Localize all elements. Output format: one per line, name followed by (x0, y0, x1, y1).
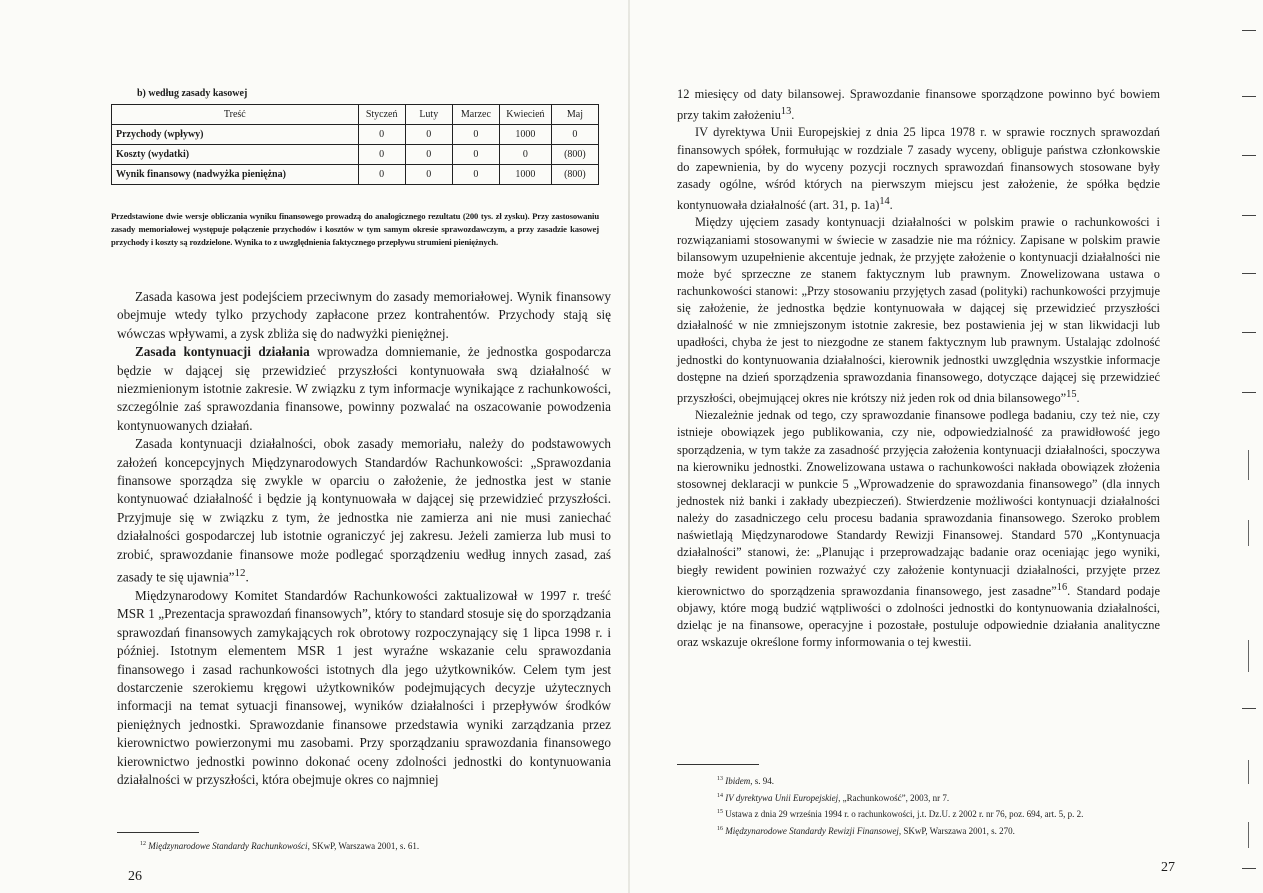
table-row (112, 125, 599, 145)
paragraph: Zasada kasowa jest podejściem przeciwnym do zasady memoriałowej. Wynik finansowy obejmuje wtedy tylko przychody zapłacone przez kontrahentów. Przychody stają się wówczas wpływami, a zysk zbliża się do nadwyżki pieniężnej. (117, 289, 611, 341)
left-body-text (117, 288, 611, 789)
paragraph (117, 343, 611, 435)
bold-term: Zasada kontynuacji działania (135, 344, 310, 360)
scan-mark (1242, 30, 1256, 31)
table-cell: 0 (358, 125, 405, 145)
left-page (0, 0, 630, 893)
table-cell: 0 (405, 125, 452, 145)
footnote (677, 772, 1160, 789)
footnote-ref: 16 (1056, 581, 1068, 593)
footnote-ref: 13 (780, 106, 792, 118)
scan-mark (1248, 822, 1249, 848)
table-cell: 0 (358, 145, 405, 165)
paragraph-text: Zasada kontynuacji działalności, obok zasady memoriału, należy do podstawowych założeń koncepcyjnych Międzynarodowych Standardów Rachunkowości: „Sprawozdania finansowe sporządza się zwykle w oparciu o założenie, że jednostka jest w stanie kontynuować działalność i będzie ją kontynuowała w dającej się przewidzieć przyszłości. Przyjmuje się w związku z tym, że jednostka nie zamierza ani nie musi zaniechać działalności gospodarczej lub istotnie ograniczyć jej zakresu. Jeżeli zamierza lub musi to zrobić, sprawozdanie finansowe może podlegać sporządzeniu według innych zasad, zaś zasady te się ujawnia” (117, 436, 611, 585)
paragraph-text: IV dyrektywa Unii Europejskiej z dnia 25 lipca 1978 r. w sprawie rocznych sprawozdań finansowych spółek, formułując w rozdziale 7 zasady wyceny, obliguje państwa członkowskie do zapewnienia, by do wyceny pozycji rocznych sprawozdań finansowych stosowane były zasady ogólne, wśród których na pierwszym miejscu jest założenie, że spółka będzie kontynuowała działalność (art. 31, p. 1a) (677, 125, 1160, 213)
footnote-text: , SKwP, Warszawa 2001, s. 61. (307, 841, 420, 851)
paragraph (677, 86, 1160, 124)
paragraph (677, 124, 1160, 214)
footnote-text: , „Rachunkowość”, 2003, nr 7. (838, 792, 950, 803)
table-cell: 0 (551, 125, 598, 145)
footnote-ref: 14 (879, 196, 890, 208)
right-body-text (677, 86, 1160, 652)
paragraph: Międzynarodowy Komitet Standardów Rachunkowości zaktualizował w 1997 r. treść MSR 1 „Prezentacja sprawozdań finansowych”, który to standard stosuje się do sporządzania sprawozdań finansowych zamykających rok obrotowy rozpoczynający się 1 lipca 1998 r. i później. Istotnym elementem MSR 1 jest wyraźne wskazanie celu sprawozdania finansowego i zasad rachunkowości istotnych dla jego użytkowników. Celem tym jest dostarczenie szerokiemu kręgowi użytkowników podejmujących decyzje użytecznych informacji na temat sytuacji finansowej, wyników działalności i przepływów środków pieniężnych jednostki. Sprawozdanie finansowe przedstawia wyniki zarządzania przez kierownictwo powierzonymi mu zasobami. Przy sporządzaniu sprawozdania finansowego kierownictwo jednostki powinno dokonać oceny zdolności jednostki do kontynuowania działalności w przyszłości, która obejmuje okres co najmniej (117, 587, 611, 787)
cash-basis-table (111, 104, 599, 185)
footnote-title: Międzynarodowe Standardy Rachunkowości (148, 841, 308, 851)
scan-mark (1242, 392, 1256, 393)
footnote (677, 822, 1160, 839)
table-header-cell: Luty (405, 105, 452, 125)
footnote-text: , s. 94. (750, 776, 775, 786)
paragraph-text: . (1076, 391, 1080, 406)
scan-mark (1242, 708, 1256, 709)
table-cell: 0 (405, 165, 452, 185)
paragraph-text: 12 miesięcy od daty bilansowej. Sprawozdanie finansowe sporządzone powinno być bowiem przy takim założeniu (677, 87, 1160, 123)
footnote (677, 789, 1160, 806)
table-row (112, 145, 599, 165)
footnote-ref: 12 (234, 567, 246, 580)
footnote-rule (677, 764, 759, 765)
footnote-number: 16 (717, 825, 723, 832)
paragraph (117, 435, 611, 587)
footnote-number: 14 (717, 792, 723, 799)
paragraph-text: . (889, 198, 893, 213)
scan-edge-marks (1240, 0, 1263, 893)
scan-mark (1242, 96, 1256, 97)
footnote-title: Ibidem (725, 776, 751, 786)
table-cell: Przychody (wpływy) (112, 125, 359, 145)
footnote-text: , SKwP, Warszawa 2001, s. 270. (898, 825, 1015, 836)
footnote (140, 837, 419, 854)
table-header-cell: Treść (112, 105, 359, 125)
paragraph-text: Niezależnie jednak od tego, czy sprawozdanie finansowe podlega badaniu, czy też nie, czy istnieje obowiązek jego publikowania, czy nie, odpowiedzialność za prawidłowość jego sporządzenia, w tym także za zasadność przyjęcia założenia kontynuacji działalności, spoczywa na kierowniku jednostki. Znowelizowana ustawa o rachunkowości nakłada obowiązek złożenia stosownej deklaracji w punkcie 5 „Wprowadzenie do sprawozdania finansowego” (dla innych jednostek niż banki i zakłady ubezpieczeń). Stwierdzenie możliwości kontynuacji działalności należy do zasadniczego celu procesu badania sprawozdania finansowego. Szeroko problem naświetlają Międzynarodowe Standardy Rewizji Finansowej. Standard 570 „Kontynuacja działalności” stanowi, że: „Planując i przeprowadzając badanie oraz oceniając jego wyniki, biegły rewident powinien rozważyć czy założenie kontynuacji działalności, przyjęte przez kierownictwo do sporządzenia sprawozdania finansowego, jest zasadne” (677, 408, 1160, 598)
table-header-cell: Maj (551, 105, 598, 125)
footnote-number: 13 (717, 776, 723, 782)
footnote-title: Międzynarodowe Standardy Rewizji Finansowej (725, 825, 899, 836)
table-cell: 0 (405, 145, 452, 165)
scan-mark (1248, 450, 1249, 480)
scan-mark (1242, 868, 1256, 869)
paragraph-text: . (791, 108, 795, 123)
scan-mark (1248, 520, 1249, 546)
table-cell: Koszty (wydatki) (112, 145, 359, 165)
table-cell: 1000 (499, 165, 551, 185)
table-header-cell: Kwiecień (499, 105, 551, 125)
footnote-text: Ustawa z dnia 29 września 1994 r. o rachunkowości, j.t. Dz.U. z 2002 r. nr 76, poz. 694, art. 5, p. 2. (725, 809, 1084, 819)
scan-mark (1242, 215, 1256, 216)
table-cell: 1000 (499, 125, 551, 145)
table-header-row (112, 105, 599, 125)
table-caption: Przedstawione dwie wersje obliczania wyniku finansowego prowadzą do analogicznego rezultatu (200 tys. zł zysku). Przy zastosowaniu zasady memoriałowej występuje połączenie przychodów i kosztów w tym samym okresie sprawozdawczym, a przy zasadzie kasowej przychody i koszty są rozdzielone. Wynika to z uwzględnienia faktycznego przepływu strumieni pieniężnych. (111, 211, 599, 247)
footnotes (677, 772, 1160, 838)
table-cell: Wynik finansowy (nadwyżka pieniężna) (112, 165, 359, 185)
page-number: 26 (128, 869, 142, 884)
scan-mark (1248, 640, 1249, 672)
page-number: 27 (1161, 860, 1175, 875)
table-cell: 0 (452, 145, 499, 165)
paragraph-text: wprowadza domniemanie, że jednostka gospodarcza będzie w dającej się przewidzieć przyszłości kontynuowała swą działalność w niezmienionym istotnie zakresie. W związku z tym informacje wynikające z rachunkowości, szczególnie zaś sprawozdania finansowe, powinny pozwalać na oszacowanie powodzenia kontynuowanych działań. (117, 344, 611, 433)
table-cell: (800) (551, 165, 598, 185)
footnote-rule (117, 832, 199, 833)
paragraph-text: . Standard podaje objawy, które mogą budzić wątpliwości o zdolności jednostki do kontynuowania działalności, dzieląc je na finansowe, operacyjne i pozostałe, postuluje odpowiednie działania analityczne oraz wskazuje określone formy informowania o tej kwestii. (677, 583, 1160, 650)
paragraph-text: Między ujęciem zasady kontynuacji działalności w polskim prawie o rachunkowości i rozwiązaniami stosowanymi w świecie w zasadzie nie ma różnicy. Zapisane w polskim prawie bilansowym uzupełnienie akcentuje jednak, że przyjęte założenie o kontynuacji działalności nie może być sprzeczne ze stanem faktycznym lub prawnym. Znowelizowana ustawa o rachunkowości stanowi: „Przy stosowaniu przyjętych zasad (polityki) rachunkowości przyjmuje się założenie, że jednostka będzie kontynuowała w dającej się przewidzieć przyszłości działalność w nie zmniejszonym istotnie zakresie, bez postawienia jej w stan likwidacji lub upadłości, chyba że jest to niezgodne ze stanem faktycznym lub prawnym. Ustalając zdolność jednostki do kontynuowania działalności, kierownik jednostki uwzględnia wszystkie informacje dostępne na dzień sporządzenia sprawozdania finansowego, dotyczące dającej się przewidzieć przyszłości, obejmującej okres nie krótszy niż jeden rok od dnia bilansowego” (677, 215, 1160, 406)
footnote-number: 15 (717, 809, 723, 815)
footnote-title: IV dyrektywa Unii Europejskiej (725, 792, 839, 803)
table-cell: 0 (358, 165, 405, 185)
table-cell: 0 (499, 145, 551, 165)
paragraph (677, 214, 1160, 407)
paragraph (677, 407, 1160, 651)
scan-mark (1242, 273, 1256, 274)
table-header-cell: Marzec (452, 105, 499, 125)
table-header-cell: Styczeń (358, 105, 405, 125)
table-cell: 0 (452, 125, 499, 145)
table-cell: (800) (551, 145, 598, 165)
scan-mark (1248, 760, 1249, 784)
right-page (630, 0, 1263, 893)
footnote (677, 805, 1160, 822)
footnote-number: 12 (140, 841, 146, 847)
table-row (112, 165, 599, 185)
paragraph-text: . (245, 569, 249, 585)
table-subheading: b) według zasady kasowej (137, 88, 248, 99)
scan-mark (1242, 155, 1256, 156)
scan-mark (1242, 332, 1256, 333)
footnote-ref: 15 (1066, 388, 1077, 400)
table-cell: 0 (452, 165, 499, 185)
